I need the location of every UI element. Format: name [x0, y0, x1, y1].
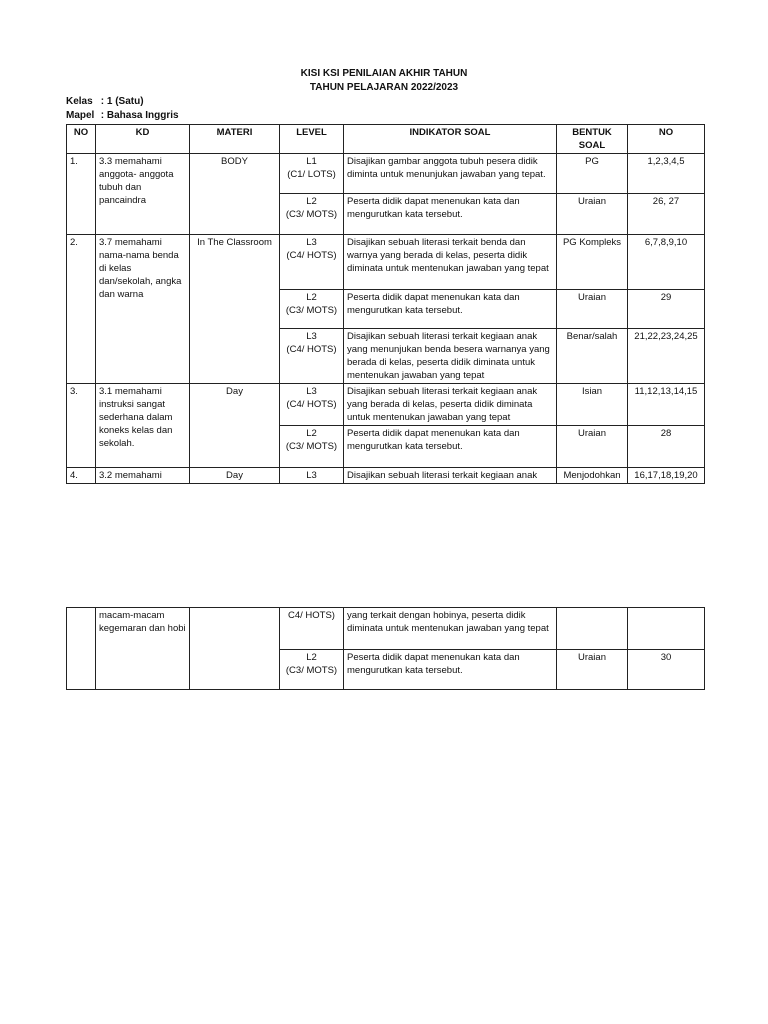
row-nomor — [628, 608, 705, 650]
table-row — [67, 384, 705, 426]
row-materi — [190, 608, 280, 690]
row-bentuk: Benar/salah — [557, 329, 628, 384]
table-header-row — [67, 125, 705, 154]
row-bentuk: Uraian — [557, 290, 628, 329]
level-category: (C1/ LOTS) — [287, 169, 336, 180]
level-code: L1 — [306, 156, 317, 167]
row-bentuk: Isian — [557, 384, 628, 426]
row-no: 4. — [67, 468, 96, 484]
kisi-kisi-table-continuation — [66, 607, 705, 690]
row-nomor: 30 — [628, 650, 705, 690]
row-nomor: 16,17,18,19,20 — [628, 468, 705, 484]
level-code: L3 — [306, 237, 317, 248]
row-indikator: Disajikan sebuah literasi terkait kegiaan anak yang berada di kelas, peserta didik diminata untuk mentenukan jawaban yang tepat — [344, 384, 557, 426]
row-no: 1. — [67, 154, 96, 235]
header-bentuk-soal — [557, 125, 628, 154]
row-level — [280, 650, 344, 690]
table-row — [67, 608, 705, 650]
row-bentuk: Menjodohkan — [557, 468, 628, 484]
row-indikator: Peserta didik dapat menenukan kata dan mengurutkan kata tersebut. — [344, 194, 557, 235]
mapel-info — [66, 109, 179, 122]
header-materi: MATERI — [190, 125, 280, 154]
kelas-info — [66, 95, 144, 108]
level-code: L2 — [306, 652, 317, 663]
level-code: L2 — [306, 292, 317, 303]
document-title-line2: TAHUN PELAJARAN 2022/2023 — [309, 82, 459, 93]
kelas-label: Kelas — [66, 96, 93, 107]
mapel-value: : Bahasa Inggris — [100, 110, 179, 121]
row-nomor: 11,12,13,14,15 — [628, 384, 705, 426]
row-level — [280, 154, 344, 194]
row-indikator: Peserta didik dapat menenukan kata dan mengurutkan kata tersebut. — [344, 650, 557, 690]
level-code: L3 — [306, 386, 317, 397]
level-code: L2 — [306, 196, 317, 207]
level-category: (C3/ MOTS) — [285, 305, 338, 316]
kelas-value: : 1 (Satu) — [100, 96, 144, 107]
row-materi: Day — [190, 384, 280, 468]
header-nomor: NO — [628, 125, 705, 154]
row-indikator: yang terkait dengan hobinya, peserta didik diminata untuk mentenukan jawaban yang tepat — [344, 608, 557, 650]
header-no: NO — [67, 125, 96, 154]
row-no — [67, 608, 96, 690]
row-bentuk — [557, 608, 628, 650]
row-materi: In The Classroom — [190, 235, 280, 384]
row-level: L3 — [280, 468, 344, 484]
header-bentuk-line1: BENTUK — [572, 127, 612, 138]
row-level — [280, 329, 344, 384]
row-nomor: 26, 27 — [628, 194, 705, 235]
header-kd: KD — [96, 125, 190, 154]
table-row — [67, 468, 705, 484]
row-materi: BODY — [190, 154, 280, 235]
row-kd: 3.2 memahami — [96, 468, 190, 484]
row-nomor: 29 — [628, 290, 705, 329]
row-indikator: Peserta didik dapat menenukan kata dan mengurutkan kata tersebut. — [344, 426, 557, 468]
level-category: (C4/ HOTS) — [286, 344, 337, 355]
row-kd: 3.7 memahami nama-nama benda di kelas dan/sekolah, angka dan warna — [96, 235, 190, 384]
row-nomor: 1,2,3,4,5 — [628, 154, 705, 194]
table-row — [67, 154, 705, 194]
row-kd: 3.3 memahami anggota- anggota tubuh dan pancaindra — [96, 154, 190, 235]
row-bentuk: PG — [557, 154, 628, 194]
row-level — [280, 384, 344, 426]
row-indikator: Disajikan sebuah literasi terkait benda dan warnya yang berada di kelas, peserta didik diminata untuk mentenukan jawaban yang tepat — [344, 235, 557, 290]
row-level — [280, 235, 344, 290]
kisi-kisi-table — [66, 124, 705, 484]
header-level: LEVEL — [280, 125, 344, 154]
row-bentuk: Uraian — [557, 426, 628, 468]
header-indikator: INDIKATOR SOAL — [344, 125, 557, 154]
row-bentuk: Uraian — [557, 650, 628, 690]
row-indikator: Peserta didik dapat menenukan kata dan mengurutkan kata tersebut. — [344, 290, 557, 329]
level-code: L2 — [306, 428, 317, 439]
row-nomor: 28 — [628, 426, 705, 468]
row-no: 2. — [67, 235, 96, 384]
row-nomor: 21,22,23,24,25 — [628, 329, 705, 384]
row-bentuk: PG Kompleks — [557, 235, 628, 290]
level-category: (C3/ MOTS) — [285, 441, 338, 452]
level-category: (C3/ MOTS) — [285, 665, 338, 676]
row-materi: Day — [190, 468, 280, 484]
row-indikator: Disajikan sebuah literasi terkait kegiaan anak — [344, 468, 557, 484]
table-row — [67, 235, 705, 290]
row-nomor: 6,7,8,9,10 — [628, 235, 705, 290]
row-indikator: Disajikan sebuah literasi terkait kegiaan anak yang menunjukan benda besera warnanya yang berada di kelas, peserta didik diminata untuk mentenukan jawaban yang tepat — [344, 329, 557, 384]
row-kd: 3.1 memahami instruksi sangat sederhana dalam koneks kelas dan sekolah. — [96, 384, 190, 468]
header-bentuk-line2: SOAL — [578, 140, 606, 151]
row-no: 3. — [67, 384, 96, 468]
row-level — [280, 290, 344, 329]
row-bentuk: Uraian — [557, 194, 628, 235]
row-level — [280, 194, 344, 235]
level-category: (C4/ HOTS) — [286, 250, 337, 261]
level-code: L3 — [306, 331, 317, 342]
level-category: (C4/ HOTS) — [286, 399, 337, 410]
document-title-line1: KISI KSI PENILAIAN AKHIR TAHUN — [300, 68, 468, 79]
mapel-label: Mapel — [66, 110, 95, 121]
level-category: (C3/ MOTS) — [285, 209, 338, 220]
row-kd: macam-macam kegemaran dan hobi — [96, 608, 190, 690]
row-indikator: Disajikan gambar anggota tubuh pesera didik diminta untuk menunjukan jawaban yang tepat. — [344, 154, 557, 194]
row-level — [280, 426, 344, 468]
row-level: C4/ HOTS) — [280, 608, 344, 650]
